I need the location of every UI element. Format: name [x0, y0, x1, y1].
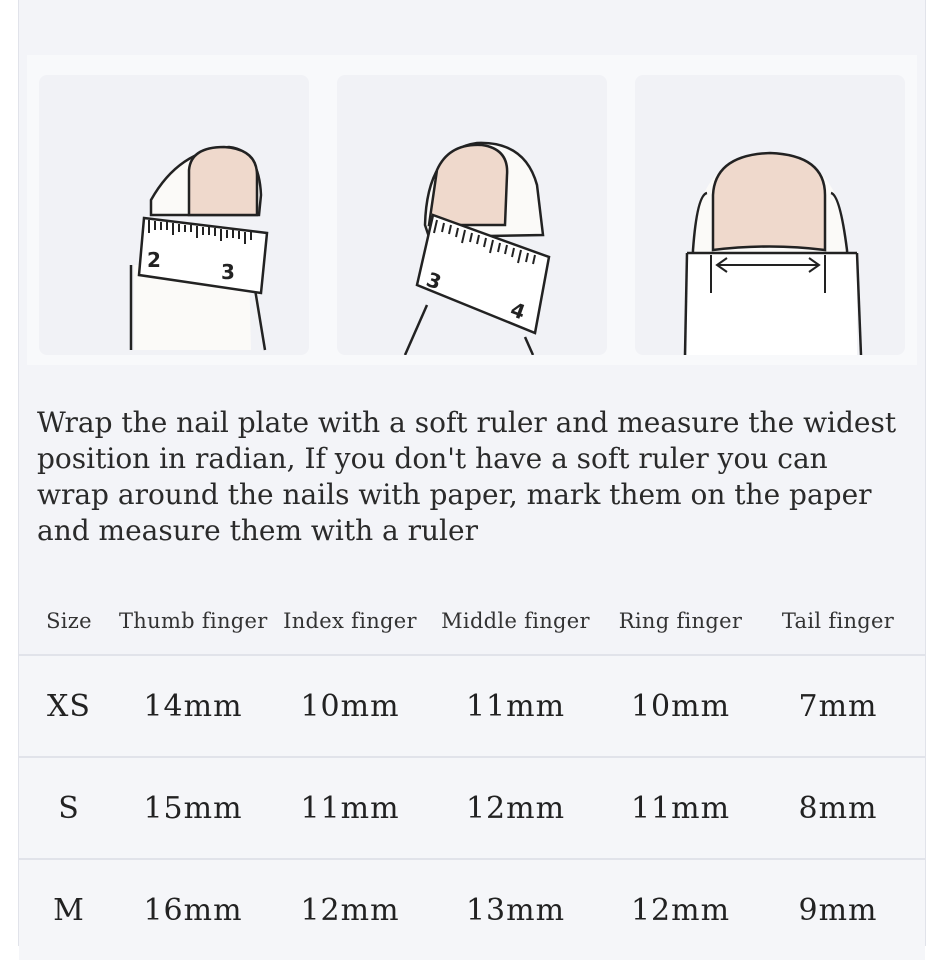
size-label: XS	[47, 688, 91, 724]
header-size: Size	[46, 609, 92, 633]
table-cell: 12mm	[300, 892, 400, 928]
table-row	[19, 756, 925, 858]
cropped-heading-strip	[19, 0, 925, 20]
size-table	[19, 588, 925, 960]
ruler-mark: 2	[147, 248, 161, 272]
finger-ruler-illustration	[337, 75, 607, 355]
finger-ruler-illustration	[39, 75, 309, 355]
table-row	[19, 654, 925, 756]
illustration-width-arrow	[635, 75, 905, 355]
header-thumb-finger: Thumb finger	[119, 609, 268, 633]
header-ring-finger: Ring finger	[618, 609, 743, 633]
header-middle-finger: Middle finger	[441, 609, 590, 633]
size-guide-card	[18, 0, 926, 946]
table-cell: 11mm	[630, 790, 731, 826]
table-header	[19, 588, 925, 654]
table-cell: 11mm	[465, 688, 566, 724]
size-label: S	[58, 790, 80, 826]
table-cell: 10mm	[300, 688, 400, 724]
table-cell: 15mm	[143, 790, 243, 826]
table-cell: 12mm	[630, 892, 731, 928]
illustration-thumb-ruler	[39, 75, 309, 355]
ruler-mark: 4	[507, 297, 529, 325]
table-cell: 11mm	[300, 790, 400, 826]
table-cell: 12mm	[465, 790, 566, 826]
finger-width-illustration	[635, 75, 905, 355]
table-cell: 8mm	[798, 790, 878, 826]
table-cell: 9mm	[798, 892, 878, 928]
header-index-finger: Index finger	[283, 609, 417, 633]
table-cell: 13mm	[465, 892, 566, 928]
ruler-mark: 3	[423, 267, 445, 295]
illustration-row	[27, 55, 917, 365]
measuring-instructions: Wrap the nail plate with a soft ruler and measure the widest position in radian, If you don't have a soft ruler you can wrap around the nails with paper, mark them on the paper and measure them with a ruler	[37, 406, 897, 547]
table-cell: 14mm	[143, 688, 243, 724]
ruler-mark: 3	[221, 260, 235, 284]
table-cell: 7mm	[798, 688, 878, 724]
table-cell: 16mm	[143, 892, 243, 928]
header-tail-finger: Tail finger	[781, 609, 895, 633]
table-row	[19, 858, 925, 960]
table-cell: 10mm	[630, 688, 731, 724]
illustration-index-ruler	[337, 75, 607, 355]
size-label: M	[53, 892, 85, 928]
